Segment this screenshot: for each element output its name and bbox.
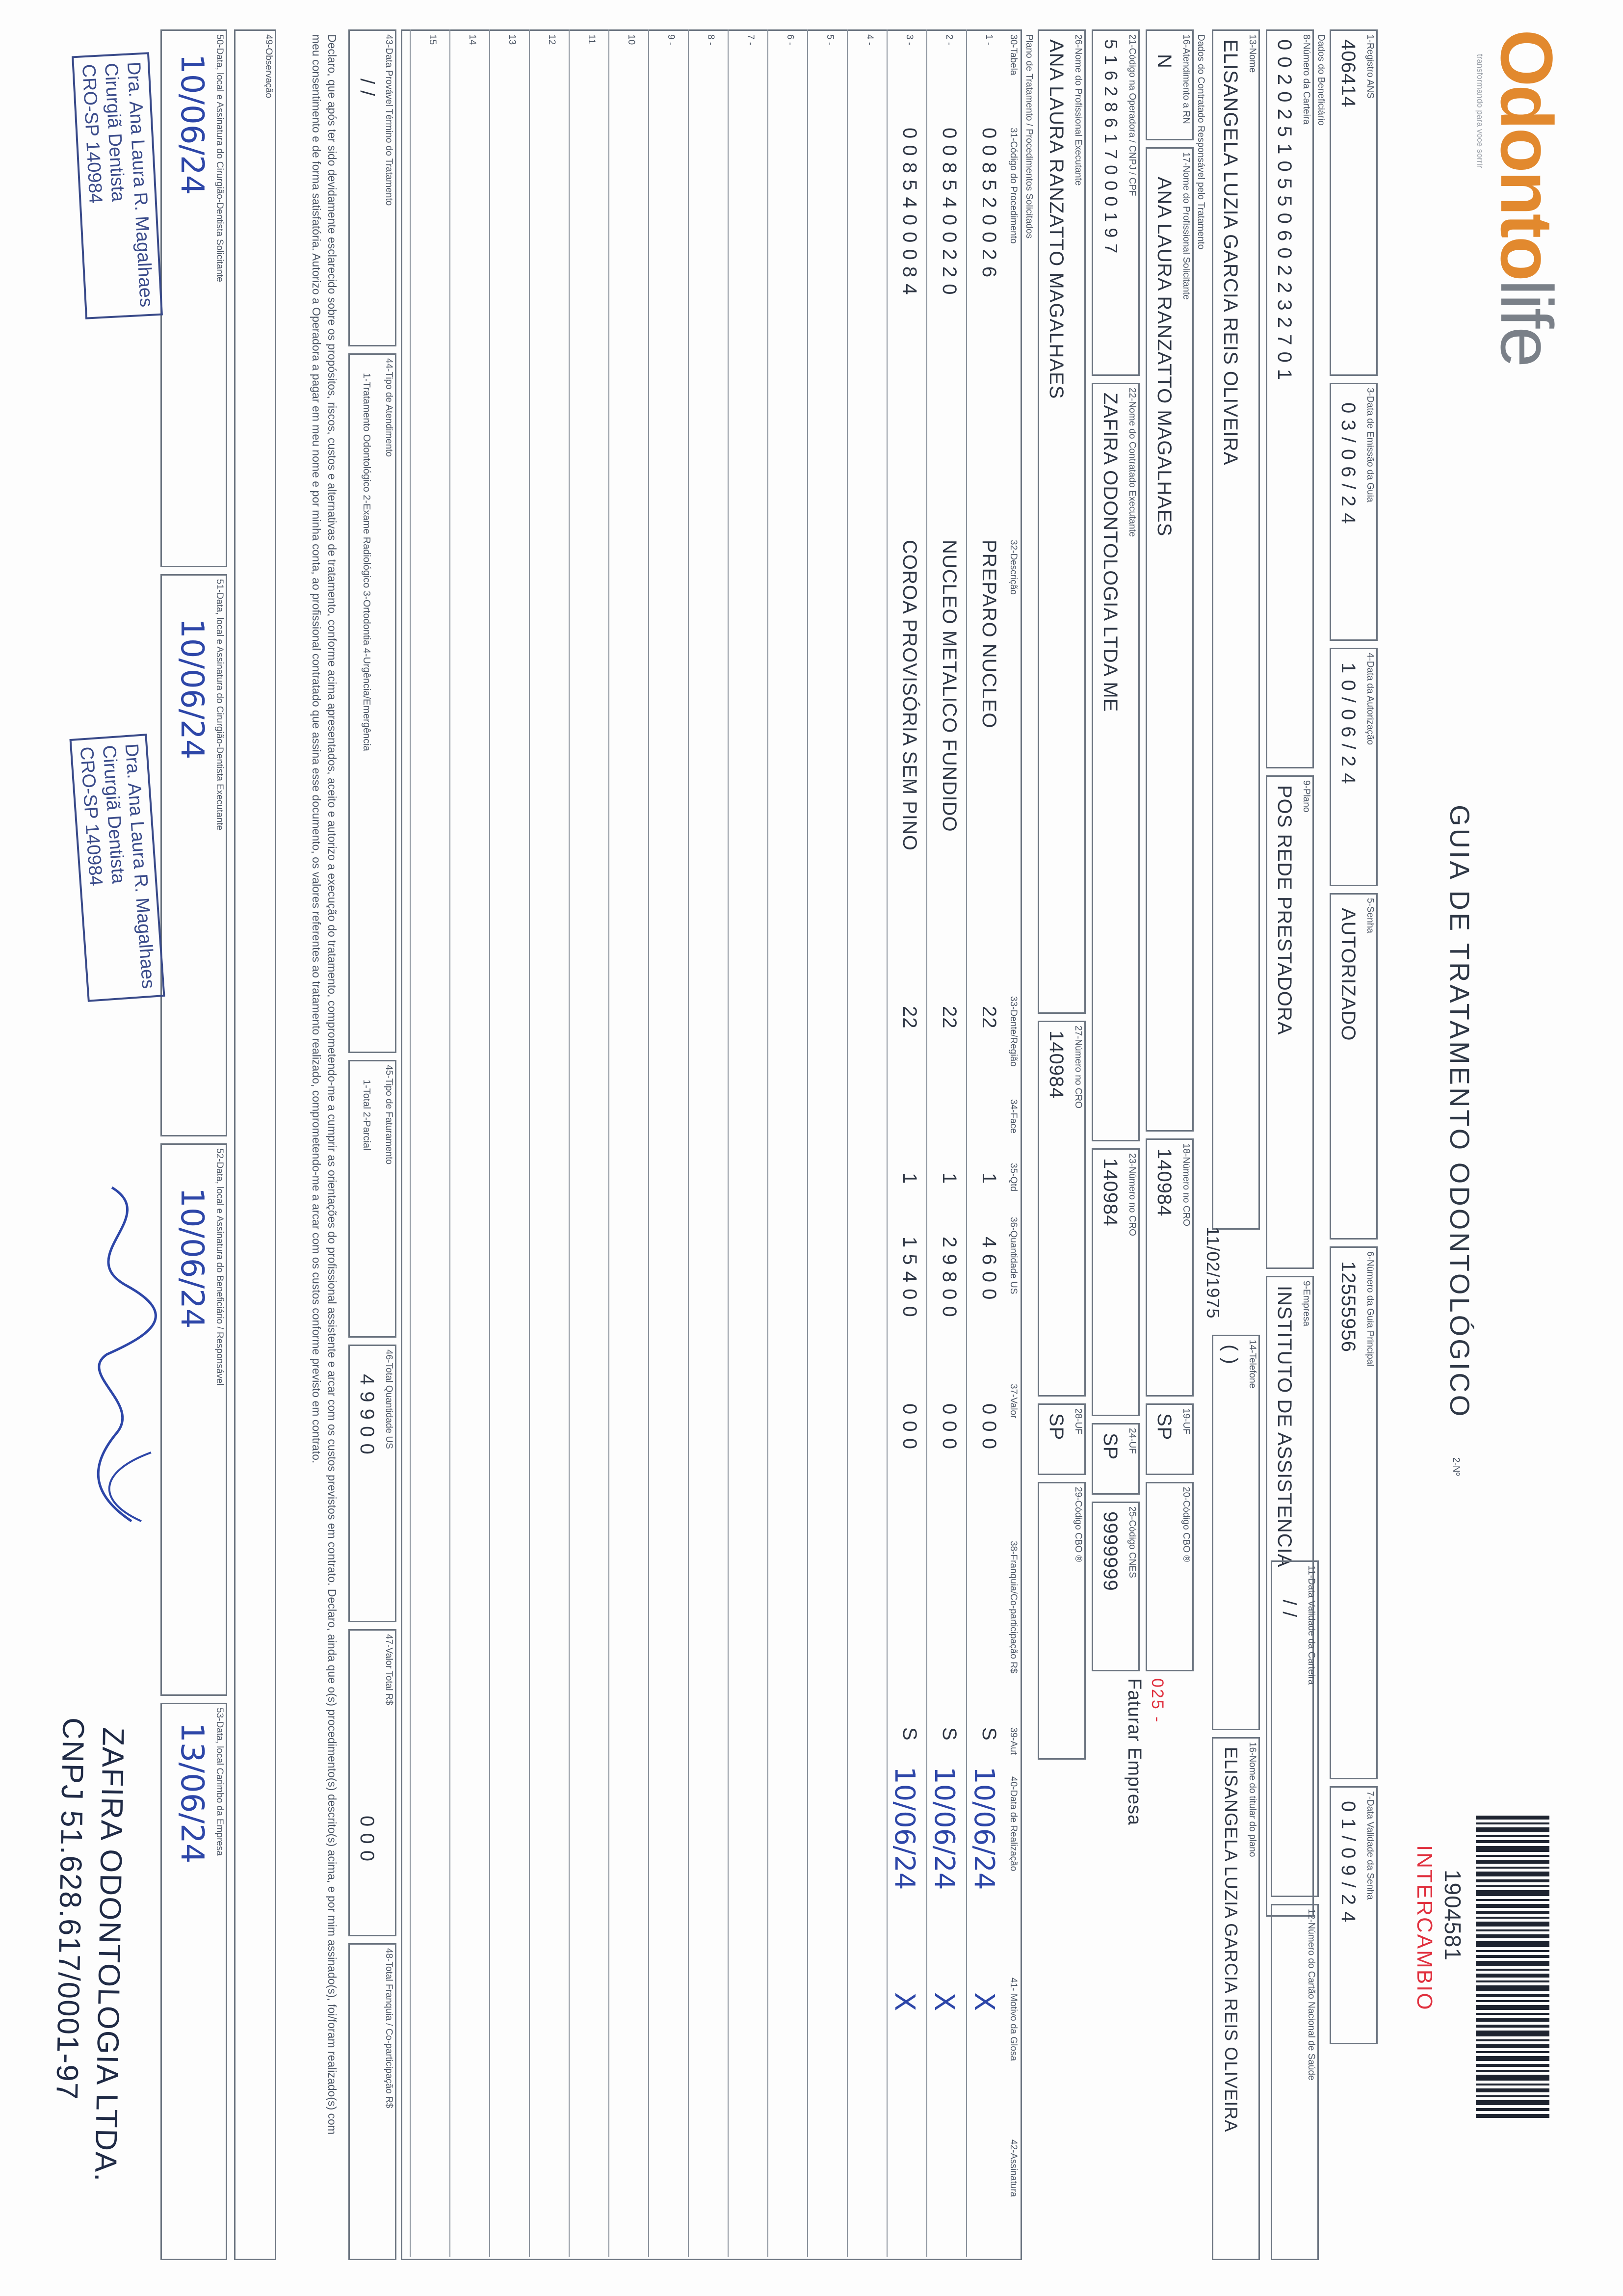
- col-qtd-header: 35-Qtd: [1008, 1163, 1019, 1192]
- cro-prof-exec-value: 140984: [1046, 1030, 1067, 1099]
- stamp1-line1: Dra. Ana Laura R. Magalhaes: [123, 61, 157, 308]
- barcode-number: 1904581: [1440, 1870, 1466, 1961]
- proc-data: 10/06/24: [968, 1767, 1000, 1890]
- telefone-value: ( ): [1220, 1345, 1241, 1365]
- proc-valor: 0 0 0: [939, 1403, 960, 1450]
- proc-data: 10/06/24: [928, 1767, 960, 1890]
- row-number: 14: [467, 34, 477, 45]
- barcode: [1476, 1816, 1549, 2120]
- uf-executante-value: SP: [1099, 1433, 1121, 1460]
- nascimento-value: 11/02/1975: [1203, 1227, 1223, 1319]
- titular-label: 16-Nome do titular do plano: [1247, 1742, 1257, 1857]
- row-number: 12: [547, 34, 557, 45]
- validade-carteira-value: / /: [1279, 1600, 1300, 1618]
- table-row-divider: [569, 29, 570, 2257]
- empresa-value: INSTITUTO DE ASSISTENCIA: [1274, 1286, 1295, 1568]
- prof-executante-label: 26-Nome do Profissional Executante: [1073, 34, 1083, 186]
- data-emissao-value: 0 3 / 0 6 / 2 4: [1337, 402, 1359, 525]
- registro-ans-value: 406414: [1337, 39, 1359, 108]
- row-number: 5 -: [825, 34, 835, 46]
- col-data-header: 40-Data de Realização: [1008, 1776, 1019, 1872]
- proc-dente: 22: [939, 1006, 960, 1029]
- col-glosa-header: 41- Motivo da Glosa: [1008, 1978, 1019, 2061]
- telefone-label: 14-Telefone: [1247, 1340, 1257, 1389]
- row-number: 10: [626, 34, 636, 45]
- uf-solicitante-value: SP: [1153, 1413, 1175, 1441]
- faturar-text: Faturar Empresa: [1124, 1678, 1145, 1826]
- tipo-faturamento-label: 45-Tipo de Faturamento: [384, 1065, 394, 1165]
- col-franquia-header: 38-Franquia/Co-participação R$: [1008, 1541, 1019, 1674]
- table-row-divider: [728, 29, 729, 2257]
- col-face-header: 34-Face: [1008, 1099, 1019, 1134]
- table-row-divider: [887, 29, 888, 2257]
- telefone-box: [1212, 1335, 1260, 1730]
- cro-solicitante-label: 18-Número no CRO: [1181, 1143, 1191, 1226]
- proc-descricao: PREPARO NUCLEO: [978, 540, 1000, 729]
- valor-total-label: 47-Valor Total R$: [384, 1634, 394, 1706]
- faturar-code: 025 -: [1148, 1678, 1167, 1724]
- senha-value: AUTORIZADO: [1337, 908, 1359, 1041]
- table-row-divider: [489, 29, 490, 2257]
- tipo-atendimento-label: 44-Tipo de Atendimento: [384, 358, 394, 457]
- proc-aut: S: [939, 1727, 960, 1741]
- atendimento-rn-value: N: [1153, 54, 1175, 69]
- table-row-divider: [847, 29, 848, 2257]
- franquia-total-label: 48-Total Franquia / Co-participação R$: [384, 1948, 394, 2109]
- proc-aut: S: [978, 1727, 1000, 1741]
- table-row-divider: [529, 29, 530, 2257]
- cnes-value: 9999999: [1099, 1511, 1121, 1591]
- atendimento-rn-label: 16-Atendimento a RN: [1181, 34, 1191, 124]
- termino-label: 43-Data Provável Término do Tratamento: [384, 34, 394, 206]
- table-row-divider: [608, 29, 609, 2257]
- data-emissao-label: 3-Data de Emissão da Guia: [1365, 388, 1375, 502]
- stamp2-line2: Cirurgiã Dentista: [98, 744, 129, 885]
- validade-carteira-label: 11-Data Validade da Carteira: [1306, 1565, 1316, 1685]
- proc-codigo: 0 0 8 5 4 0 0 2 2 0: [939, 128, 960, 295]
- nome-value: ELISANGELA LUZIA GARCIA REIS OLIVEIRA: [1220, 39, 1241, 466]
- guia-principal-label: 6-Número da Guia Principal: [1365, 1251, 1375, 1367]
- cbo-solicitante-label: 20-Código CBO ®: [1181, 1487, 1191, 1562]
- row-number: 3 -: [904, 34, 915, 46]
- page-number-label: 2-Nº: [1451, 1457, 1461, 1476]
- row-number: 7 -: [745, 34, 756, 46]
- beneficiary-signature: [73, 1178, 171, 1619]
- col-codigo-header: 31-Código do Procedimento: [1008, 128, 1019, 244]
- col-aut-header: 39-Aut: [1008, 1727, 1019, 1755]
- proc-valor: 0 0 0: [978, 1403, 1000, 1450]
- plano-tratamento-label: Plano de Tratamento / Procedimentos Solicitados: [1024, 34, 1034, 239]
- proc-descricao: NUCLEO METALICO FUNDIDO: [939, 540, 960, 832]
- proc-qtd-us: 4 6 0 0: [978, 1237, 1000, 1300]
- cbo-prof-exec-label: 29-Código CBO ®: [1073, 1487, 1083, 1562]
- row-number: 15: [427, 34, 438, 45]
- proc-qtd-us: 1 5 4 0 0: [899, 1237, 920, 1318]
- proc-glosa: X: [928, 1992, 960, 2011]
- logo-main-text: Odonto: [1486, 29, 1568, 280]
- sig53-label: 53-Data, local Carimbo da Empresa: [214, 1708, 225, 1856]
- table-row-divider: [966, 29, 967, 2257]
- procedure-table: [401, 29, 1022, 2260]
- col-descricao-header: 32-Descrição: [1008, 540, 1019, 595]
- proc-aut: S: [899, 1727, 920, 1741]
- sig51-date: 10/06/24: [174, 618, 210, 760]
- col-valor-header: 37-Valor: [1008, 1384, 1019, 1419]
- cro-executante-label: 23-Número no CRO: [1127, 1153, 1137, 1236]
- validade-senha-label: 7-Data Validade da Senha: [1365, 1791, 1375, 1900]
- uf-prof-exec-value: SP: [1046, 1413, 1067, 1441]
- total-us-value: 4 9 9 0 0: [356, 1374, 378, 1455]
- col-tabela-header: 30-Tabela: [1008, 34, 1019, 76]
- table-row-divider: [926, 29, 927, 2257]
- col-qtd-us-header: 36-Quantidade US: [1008, 1217, 1019, 1294]
- data-autorizacao-label: 4-Data da Autorização: [1365, 653, 1375, 745]
- prof-solicitante-label: 17-Nome do Profissional Solicitante: [1181, 152, 1191, 300]
- row-number: 13: [507, 34, 517, 45]
- sig50-date: 10/06/24: [174, 54, 210, 195]
- codigo-operadora-value: 5 1 6 2 8 6 1 7 0 0 0 1 9 7: [1101, 39, 1121, 254]
- observacao-label: 49-Observação: [263, 34, 274, 98]
- tipo-atendimento-options[interactable]: 1-Tratamento Odontológico 2-Exame Radiológico 3-Ortodontia 4-Urgência/Emergência: [361, 373, 372, 751]
- row-number: 6 -: [785, 34, 795, 46]
- sig52-label: 52-Data, local e Assinatura do Beneficiário / Responsável: [214, 1148, 225, 1386]
- form-title: GUIA DE TRATAMENTO ODONTOLÓGICO: [1444, 805, 1475, 1419]
- table-row-divider: [410, 29, 411, 2257]
- prof-executante-value: ANA LAURA RANZATTO MAGALHAES: [1046, 39, 1067, 399]
- plano-value: POS REDE PRESTADORA: [1274, 785, 1295, 1035]
- plano-label: 9-Plano: [1301, 780, 1311, 813]
- proc-glosa: X: [889, 1992, 920, 2011]
- tipo-faturamento-options[interactable]: 1-Total 2-Parcial: [361, 1080, 372, 1151]
- contratado-executante-label: 22-Nome do Contratado Executante: [1127, 388, 1137, 537]
- validade-senha-value: 0 1 / 0 9 / 2 4: [1337, 1801, 1359, 1923]
- cro-prof-exec-label: 27-Número no CRO: [1073, 1026, 1083, 1108]
- observacao-box: [234, 29, 276, 2260]
- tipo-atendimento-box: [348, 353, 396, 1053]
- proc-dente: 22: [899, 1006, 920, 1029]
- cnes-label: 25-Código CNES: [1127, 1506, 1137, 1578]
- col-dente-header: 33-Dente/Região: [1008, 996, 1019, 1067]
- sig52-date: 10/06/24: [174, 1188, 210, 1329]
- odontolife-logo: [1484, 29, 1569, 366]
- prof-solicitante-value: ANA LAURA RANZATTO MAGALHAES: [1153, 177, 1175, 537]
- nome-label: 13-Nome: [1247, 34, 1257, 73]
- table-row-divider: [767, 29, 768, 2257]
- proc-dente: 22: [978, 1006, 1000, 1029]
- sig53-date: 13/06/24: [174, 1722, 210, 1864]
- proc-qtd: 1: [978, 1173, 1000, 1185]
- dentist-stamp-2: [69, 734, 165, 1002]
- total-us-label: 46-Total Quantidade US: [384, 1349, 394, 1449]
- proc-qtd: 1: [939, 1173, 960, 1185]
- proc-descricao: COROA PROVISÓRIA SEM PINO: [899, 540, 920, 851]
- proc-codigo: 0 0 8 5 4 0 0 0 8 4: [899, 128, 920, 295]
- contratado-executante-value: ZAFIRA ODONTOLOGIA LTDA ME: [1099, 393, 1121, 713]
- row-number: 1 -: [984, 34, 994, 46]
- guia-principal-value: 12555956: [1337, 1261, 1359, 1352]
- stamp2-line3: CRO-SP 140984: [76, 746, 106, 887]
- table-row-divider: [807, 29, 808, 2257]
- sig50-label: 50-Data, local e Assinatura do Cirurgião-Dentista Solicitante: [214, 34, 225, 282]
- logo-suffix-text: life: [1486, 279, 1568, 366]
- uf-prof-exec-label: 28-UF: [1073, 1408, 1083, 1434]
- table-row-divider: [648, 29, 649, 2257]
- proc-qtd: 1: [899, 1173, 920, 1185]
- cro-solicitante-value: 140984: [1153, 1148, 1175, 1217]
- company-stamp-name: ZAFIRA ODONTOLOGIA LTDA.: [88, 1727, 131, 2183]
- declaration-text: Declaro, que após ter sido devidamente esclarecido sobre os propósitos, riscos, custos e alternativas de tratamento, conforme acima apresentados, aceito e autorizo a execução do tratamento, comprometendo-me a cumprir as orientações do profissional assistente e arcar com os custos previstos em contrato. Declaro, ainda que o(s) procedimento(s) descrito(s) acima, e por mim assinado(s), foi/foram realizado(s) com meu consentimento e de forma satisfatória. Autorizo a Operadora a pagar em meu nome e por minha conta, ao profissional contratado que assina esse documento, os valores referentes ao tratamento realizado, comprometendo-me a arcar com os custos conforme previsto em contrato.: [310, 34, 339, 2135]
- carteira-value: 0 0 2 0 2 5 1 0 5 5 0 6 0 2 2 3 2 7 0 1: [1274, 39, 1295, 381]
- dentist-stamp-1: [72, 52, 163, 319]
- beneficiario-section-label: Dados do Beneficiário: [1316, 34, 1326, 126]
- proc-codigo: 0 0 8 5 2 0 0 2 6: [978, 128, 1000, 278]
- table-row-divider: [449, 29, 450, 2257]
- row-number: 2 -: [944, 34, 954, 46]
- proc-glosa: X: [968, 1992, 1000, 2011]
- table-row-divider: [688, 29, 689, 2257]
- carteira-label: 8-Número da Carteira: [1301, 34, 1311, 125]
- contratado-section-label: Dados do Contratado Responsável pelo Tratamento: [1196, 34, 1206, 250]
- empresa-label: 9-Empresa: [1301, 1281, 1311, 1326]
- codigo-operadora-label: 21-Código na Operadora / CNPJ / CPF: [1127, 34, 1137, 196]
- row-number: 9 -: [666, 34, 676, 46]
- termino-value: / /: [356, 79, 378, 97]
- intercambio-label: INTERCAMBIO: [1413, 1845, 1437, 2011]
- col-assinatura-header: 42-Assinatura: [1008, 2139, 1019, 2197]
- cro-executante-value: 140984: [1099, 1158, 1121, 1227]
- row-number: 8 -: [706, 34, 716, 46]
- valor-total-value: 0 0 0: [356, 1816, 378, 1862]
- senha-label: 5-Senha: [1365, 898, 1375, 933]
- sig51-label: 51-Data, local e Assinatura do Cirurgião-Dentista Executante: [214, 579, 225, 831]
- company-stamp-cnpj: CNPJ 51.628.617/0001-97: [50, 1717, 90, 2101]
- proc-qtd-us: 2 9 8 0 0: [939, 1237, 960, 1318]
- stamp1-line3: CRO-SP 140984: [78, 63, 106, 204]
- titular-value: ELISANGELA LUZIA GARCIA REIS OLIVEIRA: [1221, 1747, 1241, 2133]
- proc-data: 10/06/24: [889, 1767, 920, 1890]
- row-number: 11: [586, 34, 597, 44]
- uf-solicitante-label: 19-UF: [1181, 1408, 1191, 1434]
- cartao-nacional-label: 12-Número do Cartão Nacional de Saúde: [1306, 1909, 1316, 2081]
- row-number: 4 -: [864, 34, 875, 46]
- data-autorizacao-value: 1 0 / 0 6 / 2 4: [1337, 662, 1359, 785]
- registro-ans-label: 1-Registro ANS: [1365, 34, 1375, 99]
- proc-valor: 0 0 0: [899, 1403, 920, 1450]
- stamp1-line2: Cirurgiã Dentista: [100, 62, 129, 203]
- logo-tagline: transformando para voce sorrir: [1475, 54, 1485, 168]
- uf-executante-label: 24-UF: [1127, 1428, 1137, 1454]
- stamp2-line1: Dra. Ana Laura R. Magalhaes: [121, 742, 159, 990]
